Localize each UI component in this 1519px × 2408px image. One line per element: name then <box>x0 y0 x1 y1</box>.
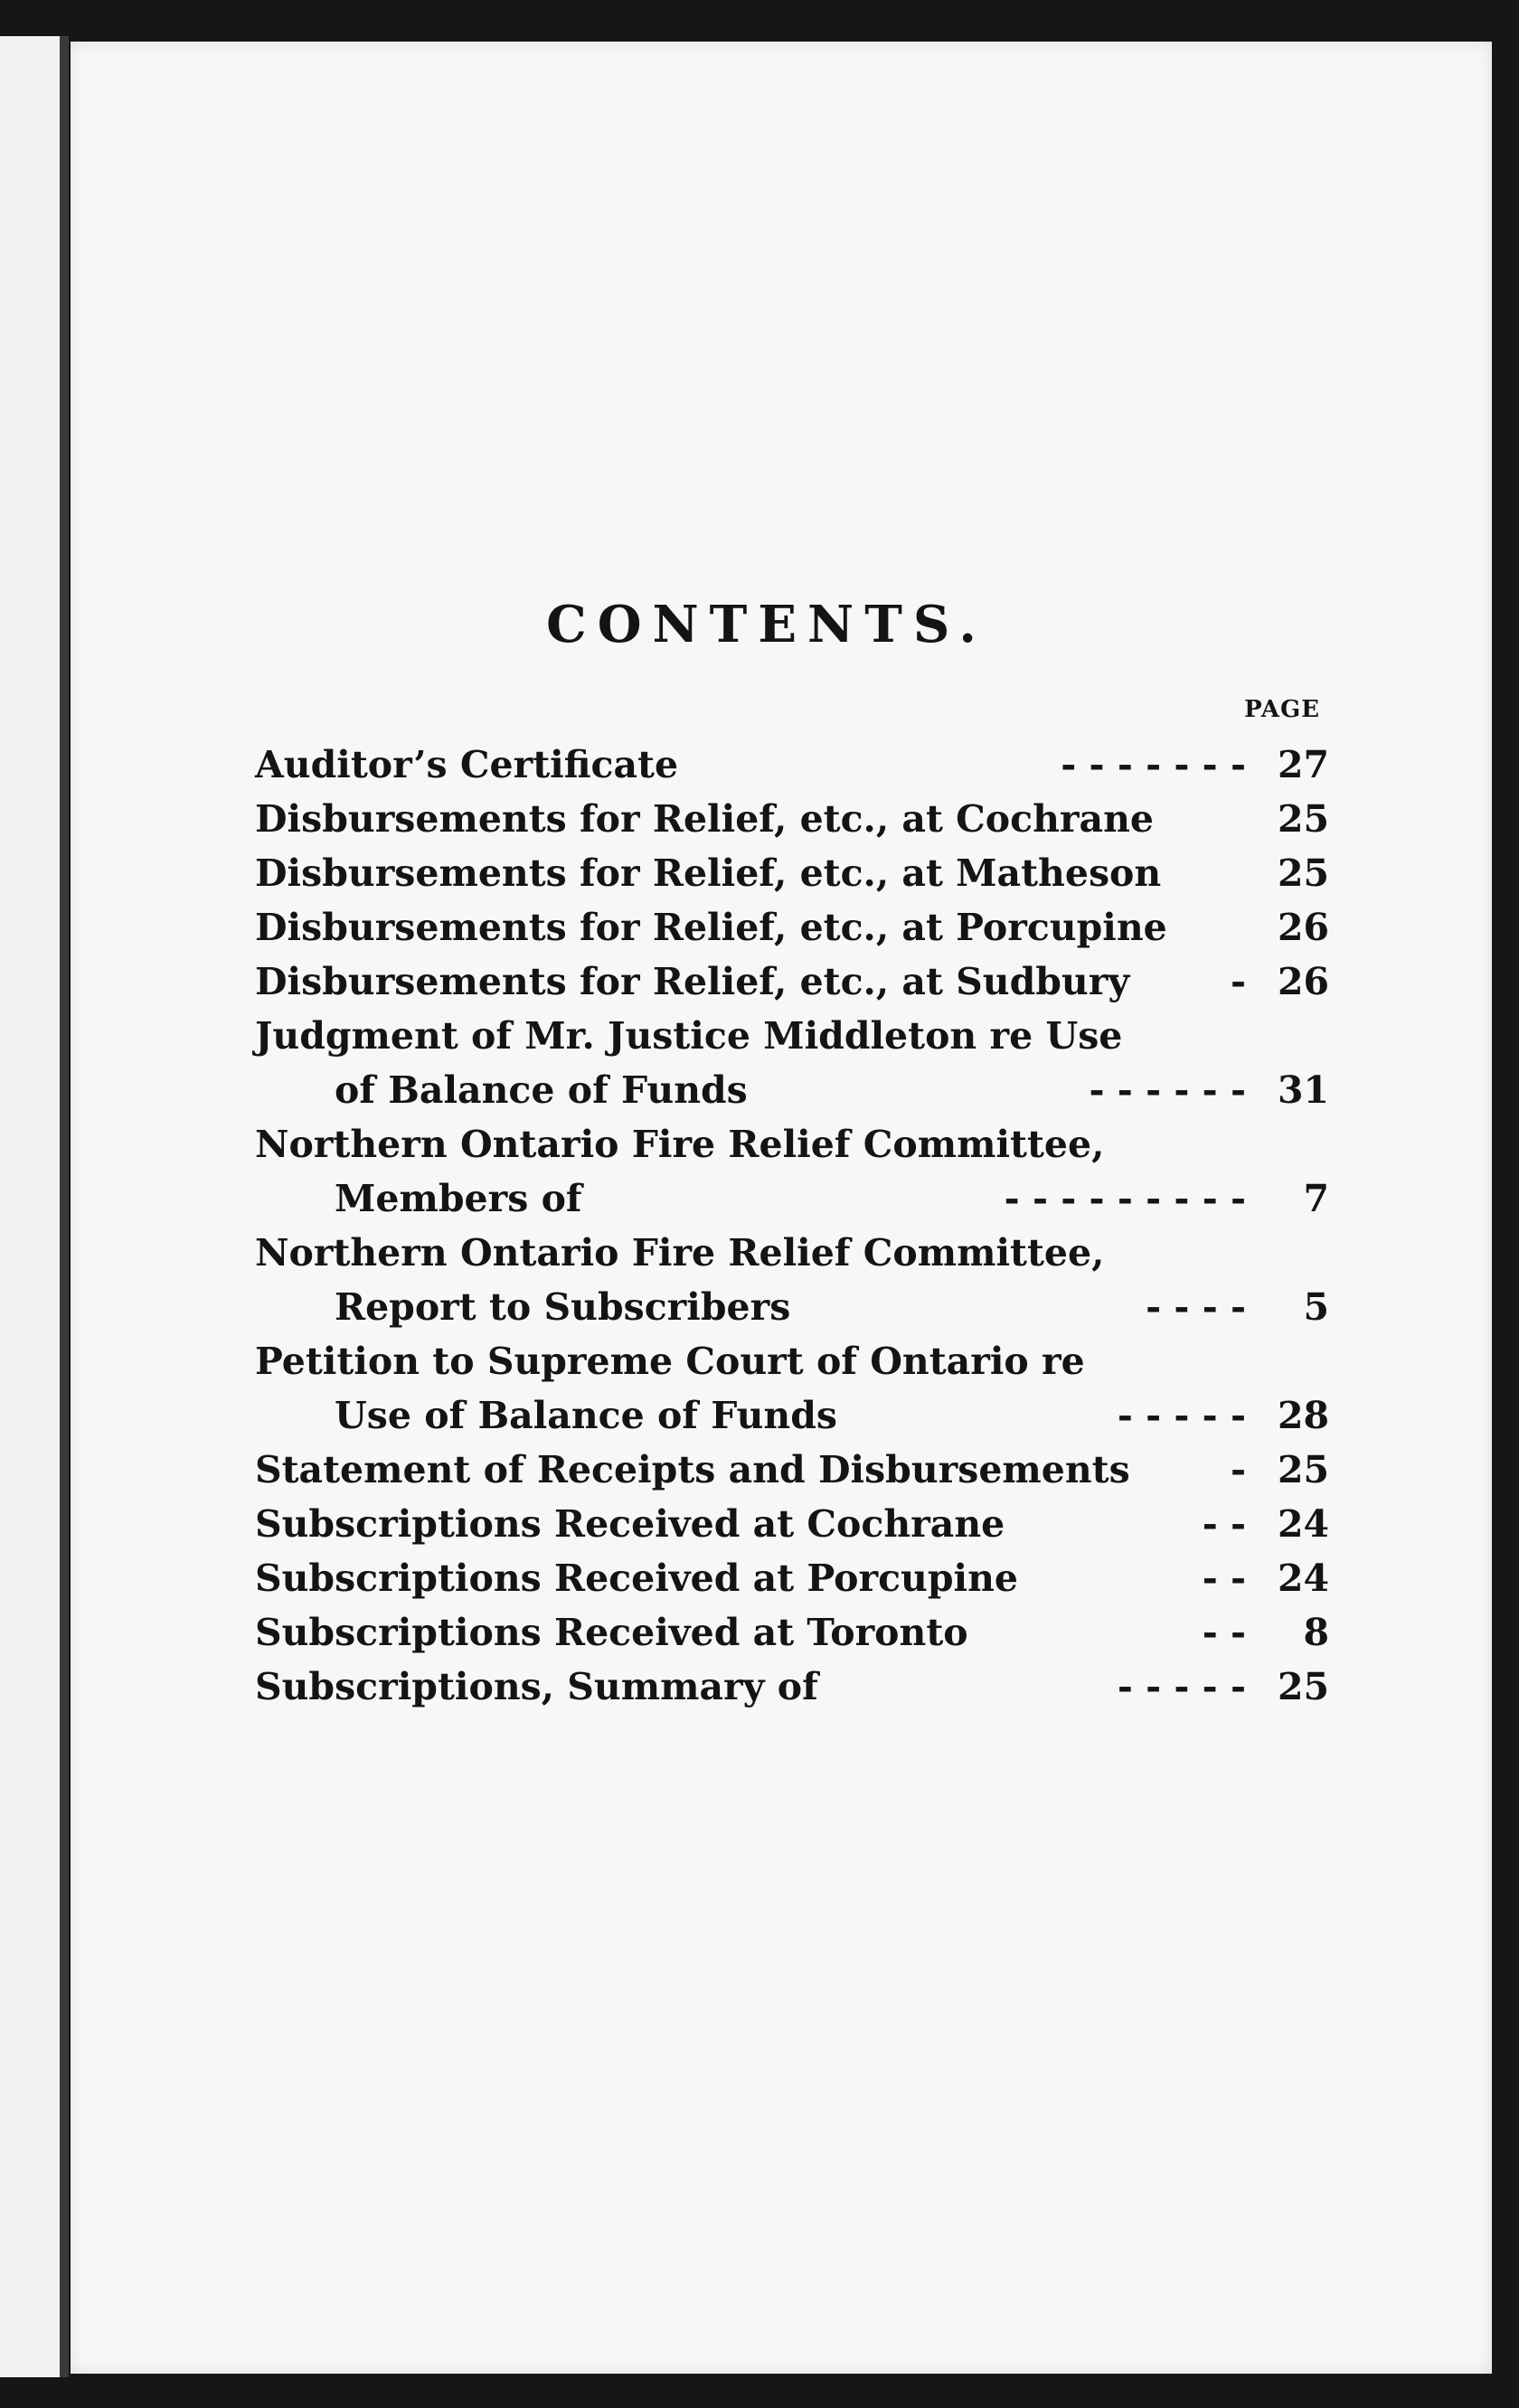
dot-leader: - - <box>1202 1502 1246 1546</box>
toc-entry-page-number: 25 <box>1277 1448 1329 1491</box>
page-title: CONTENTS. <box>546 595 987 654</box>
dot-leader: - - - - <box>1146 1285 1246 1329</box>
toc-entry <box>255 1497 1329 1551</box>
toc-entry <box>255 1443 1329 1497</box>
previous-page-edge <box>0 36 69 2377</box>
toc-entry-page-number: 26 <box>1277 906 1329 949</box>
toc-entry-continuation-line <box>255 1388 1329 1443</box>
toc-entry-title: Subscriptions Received at Toronto <box>255 1611 968 1654</box>
toc-entry-line <box>255 955 1329 1009</box>
toc-entry-title: Subscriptions Received at Cochrane <box>255 1502 1005 1546</box>
dot-leader: - - - - - - <box>1089 1068 1246 1112</box>
toc-entry-line <box>255 1009 1329 1063</box>
toc-entry-line <box>255 738 1329 792</box>
toc-entry <box>255 1605 1329 1660</box>
toc-entry-page-number: 27 <box>1277 743 1329 786</box>
page-column-label: PAGE <box>1244 696 1320 723</box>
toc-entry <box>255 738 1329 792</box>
toc-entry-title: Use of Balance of Funds <box>335 1394 837 1437</box>
toc-entry-line <box>255 792 1329 846</box>
toc-entry-page-number: 24 <box>1277 1557 1329 1600</box>
toc-entry-line <box>255 1660 1329 1714</box>
dot-leader: - - - - - <box>1117 1665 1246 1708</box>
toc-entry-page-number: 25 <box>1277 797 1329 841</box>
toc-entry-line <box>255 846 1329 900</box>
table-of-contents <box>255 738 1329 1714</box>
toc-entry-line <box>255 1443 1329 1497</box>
toc-entry-title: Members of <box>335 1177 582 1220</box>
toc-entry-line <box>255 1551 1329 1605</box>
toc-entry-title: Subscriptions, Summary of <box>255 1665 818 1708</box>
toc-entry-page-number: 26 <box>1277 960 1329 1003</box>
contents-page <box>71 42 1492 2374</box>
toc-entry-continuation-line <box>255 1280 1329 1334</box>
toc-entry-title: Northern Ontario Fire Relief Committee, <box>255 1123 1105 1166</box>
toc-entry-page-number: 7 <box>1303 1177 1329 1220</box>
toc-entry <box>255 1660 1329 1714</box>
toc-entry-page-number: 8 <box>1303 1611 1329 1654</box>
toc-entry-title: Northern Ontario Fire Relief Committee, <box>255 1231 1105 1275</box>
toc-entry-line <box>255 1605 1329 1660</box>
toc-entry-line <box>255 1117 1329 1171</box>
toc-entry <box>255 846 1329 900</box>
toc-entry-title: Statement of Receipts and Disbursements <box>255 1448 1130 1491</box>
toc-entry-page-number: 25 <box>1277 1665 1329 1708</box>
dot-leader: - <box>1230 1448 1246 1491</box>
toc-entry-line <box>255 1334 1329 1388</box>
dot-leader: - - <box>1202 1557 1246 1600</box>
toc-entry-page-number: 28 <box>1277 1394 1329 1437</box>
toc-entry <box>255 1117 1329 1226</box>
toc-entry-line <box>255 900 1329 955</box>
toc-entry-title: Disbursements for Relief, etc., at Cochrane <box>255 797 1154 841</box>
dot-leader: - - - - - - - <box>1061 743 1246 786</box>
toc-entry-page-number: 24 <box>1277 1502 1329 1546</box>
toc-entry-page-number: 5 <box>1303 1285 1329 1329</box>
toc-entry-title: Auditor’s Certificate <box>255 743 679 786</box>
toc-entry-title: of Balance of Funds <box>335 1068 748 1112</box>
toc-entry-line <box>255 1226 1329 1280</box>
dot-leader: - - - - - - - - - <box>1004 1177 1246 1220</box>
toc-entry <box>255 792 1329 846</box>
dot-leader: - - - - - <box>1117 1394 1246 1437</box>
dot-leader: - <box>1230 960 1246 1003</box>
toc-entry <box>255 955 1329 1009</box>
toc-entry-page-number: 31 <box>1277 1068 1329 1112</box>
toc-entry-title: Subscriptions Received at Porcupine <box>255 1557 1019 1600</box>
toc-entry-title: Disbursements for Relief, etc., at Matheson <box>255 851 1162 895</box>
toc-entry-title: Disbursements for Relief, etc., at Sudbury <box>255 960 1130 1003</box>
toc-entry <box>255 1009 1329 1117</box>
toc-entry <box>255 1334 1329 1443</box>
toc-entry <box>255 1226 1329 1334</box>
toc-entry-title: Report to Subscribers <box>335 1285 791 1329</box>
dot-leader: - - <box>1202 1611 1246 1654</box>
toc-entry <box>255 900 1329 955</box>
toc-entry <box>255 1551 1329 1605</box>
toc-entry-continuation-line <box>255 1063 1329 1117</box>
toc-entry-line <box>255 1497 1329 1551</box>
toc-entry-continuation-line <box>255 1171 1329 1226</box>
toc-entry-title: Judgment of Mr. Justice Middleton re Use <box>255 1014 1123 1058</box>
toc-entry-title: Petition to Supreme Court of Ontario re <box>255 1340 1085 1383</box>
toc-entry-title: Disbursements for Relief, etc., at Porcupine <box>255 906 1167 949</box>
toc-entry-page-number: 25 <box>1277 851 1329 895</box>
